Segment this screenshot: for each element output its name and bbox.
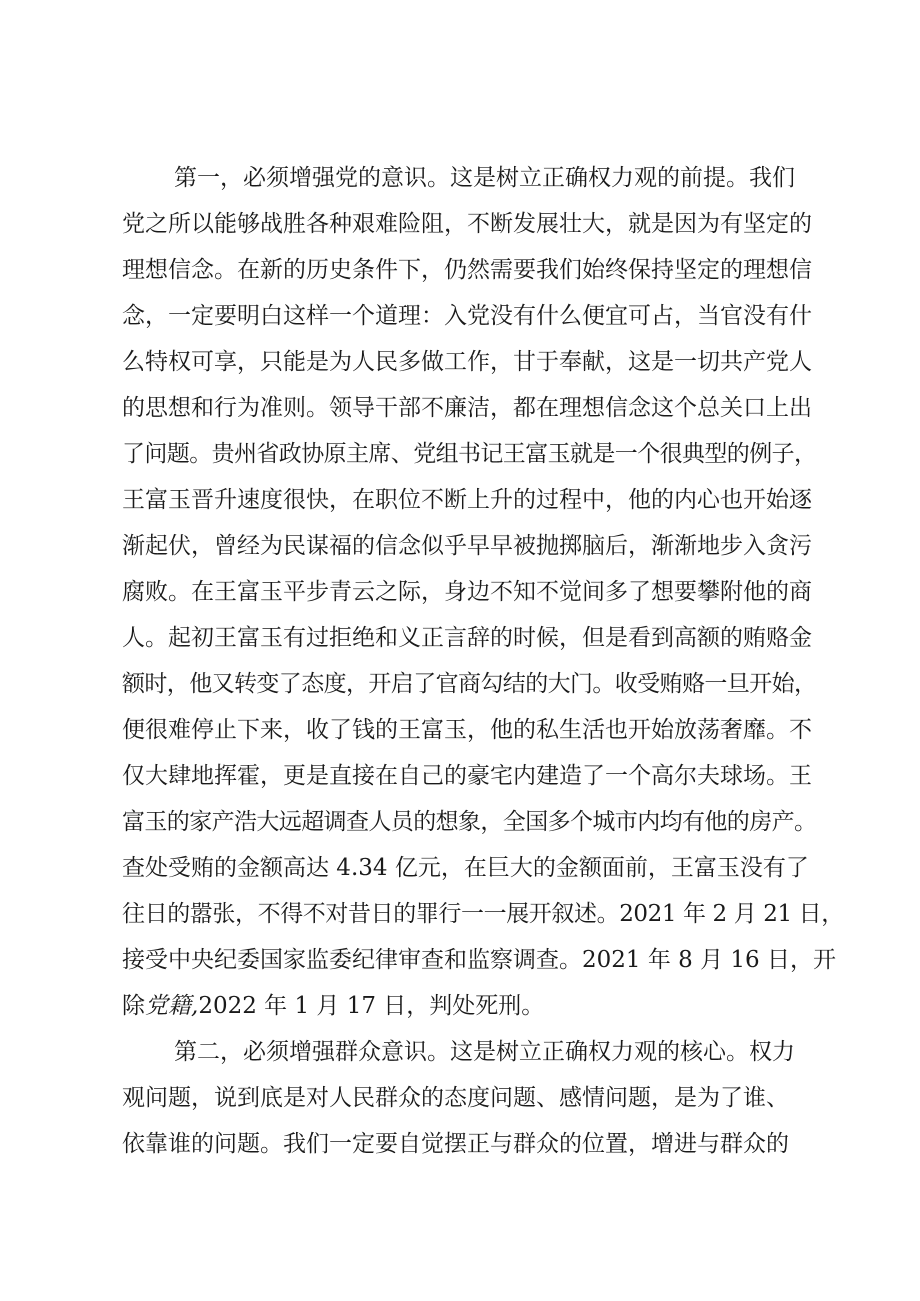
para-1-line-15: 富玉的家产浩大远超调查人员的想象，全国多个城市内均有他的房产。 xyxy=(122,809,817,835)
para-1-last-suffix: 2022 年 1 月 17 日，判处死刑。 xyxy=(198,993,545,1019)
para-1-line-2: 党之所以能够战胜各种艰难险阻，不断发展壮大，就是因为有坚定的 xyxy=(122,211,812,237)
para-2-line-1: 第二，必须增强群众意识。这是树立正确权力观的核心。权力 xyxy=(174,1039,795,1065)
para-1-line-7: 了问题。贵州省政协原主席、党组书记王富玉就是一个很典型的例子， xyxy=(122,441,817,467)
para-1-line-11: 人。起初王富玉有过拒绝和义正言辞的时候，但是看到高额的贿赂金 xyxy=(122,625,812,651)
para-1-line-8: 王富玉晋升速度很快，在职位不断上升的过程中，他的内心也开始逐 xyxy=(122,487,812,513)
para-1-last-italic: 党籍, xyxy=(145,993,199,1019)
para-1-line-9: 渐起伏，曾经为民谋福的信念似乎早早被抛掷脑后，渐渐地步入贪污 xyxy=(122,533,812,559)
para-1-line-10: 腐败。在王富玉平步青云之际，身边不知不觉间多了想要攀附他的商 xyxy=(122,579,812,605)
para-1-line-13: 便很难停止下来，收了钱的王富玉，他的私生活也开始放荡奢靡。不 xyxy=(122,717,812,743)
para-1-line-14: 仅大肆地挥霍，更是直接在自己的豪宅内建造了一个高尔夫球场。王 xyxy=(122,763,812,789)
para-1-last-prefix: 除 xyxy=(122,993,145,1019)
para-1-line-18: 接受中央纪委国家监委纪律审查和监察调查。2021 年 8 月 16 日，开 xyxy=(122,947,836,973)
para-2-line-2: 观问题，说到底是对人民群众的态度问题、感情问题，是为了谁、 xyxy=(122,1085,789,1111)
para-1-line-16: 查处受贿的金额高达 4.34 亿元，在巨大的金额面前，王富玉没有了 xyxy=(122,855,809,881)
para-1-line-12: 额时，他又转变了态度，开启了官商勾结的大门。收受贿赂一旦开始， xyxy=(122,671,817,697)
para-1-line-19 xyxy=(122,985,822,1027)
para-1-line-1: 第一，必须增强党的意识。这是树立正确权力观的前提。我们 xyxy=(174,165,795,191)
para-1-line-5: 么特权可享，只能是为人民多做工作，甘于奉献，这是一切共产党人 xyxy=(122,349,812,375)
para-1-line-4: 念，一定要明白这样一个道理：入党没有什么便宜可占，当官没有什 xyxy=(122,303,812,329)
para-2-line-3: 依靠谁的问题。我们一定要自觉摆正与群众的位置，增进与群众的 xyxy=(122,1131,789,1157)
para-1-line-3: 理想信念。在新的历史条件下，仍然需要我们始终保持坚定的理想信 xyxy=(122,257,812,283)
para-1-line-6: 的思想和行为准则。领导干部不廉洁，都在理想信念这个总关口上出 xyxy=(122,395,812,421)
para-1-line-17: 往日的嚣张，不得不对昔日的罪行一一展开叙述。2021 年 2 月 21 日， xyxy=(122,901,844,927)
